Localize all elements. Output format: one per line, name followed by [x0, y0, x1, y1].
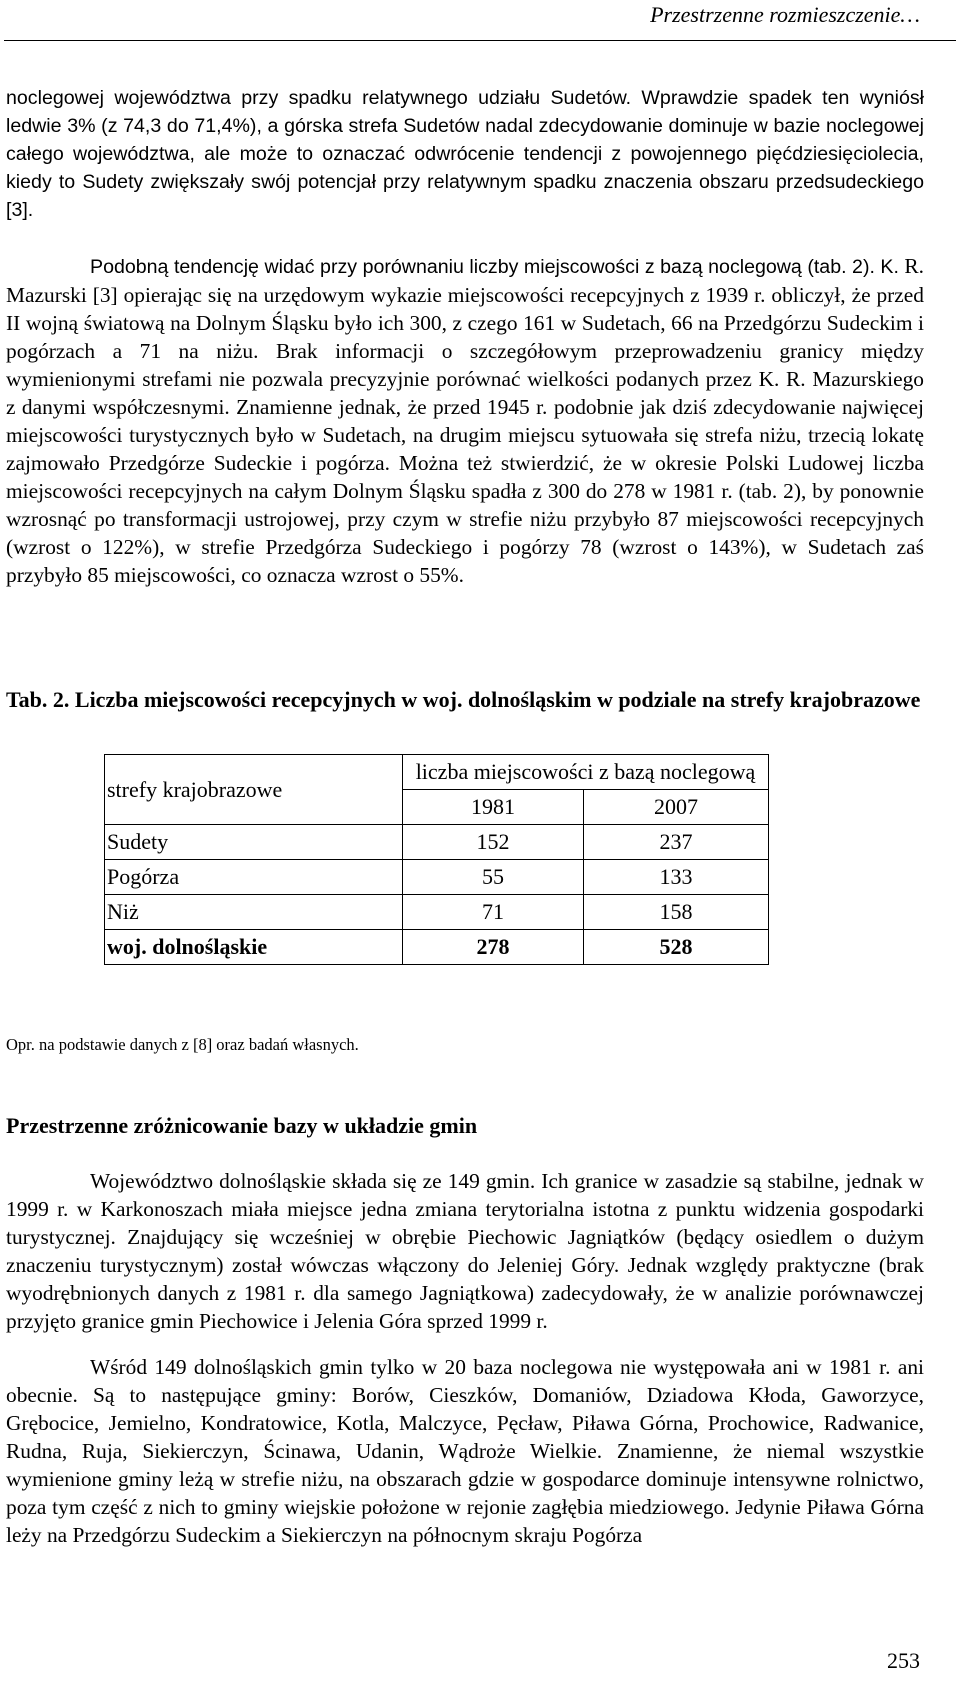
- paragraph-4-text: Wśród 149 dolnośląskich gmin tylko w 20 baza noclegowa nie występowała ani w 1981 r. ani obecnie. Są to następujące gminy: Borów, Cieszków, Domaniów, Dziadowa Kłoda, Gaworzyce, Grębocice, Jemielno, Kondratowice, Kotla, Malczyce, Pęcław, Piława Górna, Prochowice, Radwanice, Rudna, Ruja, Siekierczyn, Ścinawa, Udanin, Wądroże Wielkie. Znamienne, że niemal wszystkie wymienione gminy leżą w strefie niżu, na obszarach gdzie w gospodarce dominuje intensywne rolnictwo, poza tym część z nich to gminy wiejskie położone w rejonie zagłębia miedziowego. Jedynie Piława Górna leży na Przedgórzu Sudeckim a Siekierczyn na północnym skraju Pogórza: [6, 1355, 924, 1547]
- page-number: 253: [887, 1648, 920, 1673]
- row-2007: 237: [584, 825, 769, 860]
- paragraph-2-text: [6, 252, 924, 589]
- total-zone: woj. dolnośląskie: [105, 930, 403, 965]
- zones-table: [104, 754, 769, 965]
- section-heading: [6, 1112, 924, 1139]
- paragraph-3: [6, 1167, 924, 1335]
- header-group: liczba miejscowości z bazą noclegową: [403, 755, 769, 790]
- paragraph-3-text: Województwo dolnośląskie składa się ze 149 gmin. Ich granice w zasadzie są stabilne, jednak w 1999 r. w Karkonoszach miała miejsce jedna zmiana terytorialna istotna z punktu widzenia gospodarki turystycznej. Znajdujący się wcześniej w obrębie Piechowic Jagniątków (będący osiedlem o dużym znaczeniu turystycznym) został wówczas włączony do Jeleniej Góry. Jednak względy praktyczne (brak wyodrębnionych danych z 1981 r. dla samego Jagniątkowa) zadecydowały, że w analizie porównawczej przyjęto granice gmin Piechowice i Jelenia Góra sprzed 1999 r.: [6, 1169, 924, 1333]
- section-heading-text: Przestrzenne zróżnicowanie bazy w układzie gmin: [6, 1113, 478, 1138]
- row-zone: Pogórza: [105, 860, 403, 895]
- header-year-2007: 2007: [584, 790, 769, 825]
- table-source: Opr. na podstawie danych z [8] oraz badań własnych.: [6, 1035, 359, 1054]
- table-header-row: [105, 755, 769, 790]
- row-1981: 71: [403, 895, 584, 930]
- table-row: [105, 860, 769, 895]
- row-zone: Niż: [105, 895, 403, 930]
- row-2007: 133: [584, 860, 769, 895]
- header-rule: [4, 40, 956, 41]
- total-1981: 278: [403, 930, 584, 965]
- row-zone: Sudety: [105, 825, 403, 860]
- total-2007: 528: [584, 930, 769, 965]
- table-caption: [6, 686, 924, 713]
- paragraph-4: [6, 1353, 924, 1549]
- paragraph-2: [6, 252, 924, 589]
- running-head: Przestrzenne rozmieszczenie…: [650, 2, 920, 27]
- row-1981: 152: [403, 825, 584, 860]
- table-row: [105, 825, 769, 860]
- row-1981: 55: [403, 860, 584, 895]
- paragraph-1-text: noclegowej województwa przy spadku relatywnego udziału Sudetów. Wprawdzie spadek ten wyniósł ledwie 3% (z 74,3 do 71,4%), a górska strefa Sudetów nadal zdecydowanie dominuje w bazie noclegowej całego województwa, ale może to oznaczać odwrócenie tendencji z powojennego pięćdziesięciolecia, kiedy to Sudety zwiększały swój potencjał przy relatywnym spadku znaczenia obszaru przedsudeckiego [3].: [6, 87, 924, 221]
- table-row: [105, 895, 769, 930]
- paragraph-2-serif: R. Mazurski [3] opierając się na urzędowym wykazie miejscowości recepcyjnych z 1939 r. obliczył, że przed II wojną światową na Dolnym Śląsku było ich 300, z czego 161 w Sudetach, 66 na Przedgórzu Sudeckim i pogórzach a 71 na niżu. Brak informacji o szczegółowym przeprowadzeniu granicy między wymienionymi strefami nie pozwala precyzyjnie porównać wielkości podanych przez K. R. Mazurskiego z danymi współczesnymi. Znamienne jednak, że przed 1945 r. podobnie jak dziś zdecydowanie najwięcej miejscowości turystycznych było w Sudetach, na drugim miejscu sytuowała się strefa niżu, trzecią lokatę zajmowało Przedgórze Sudeckie i pogórza. Można też stwierdzić, że w okresie Polski Ludowej liczba miejscowości recepcyjnych na całym Dolnym Śląsku spadła z 300 do 278 w 1981 r. (tab. 2), by ponownie wzrosnąć po transformacji ustrojowej, przy czym w strefie niżu przybyło 87 miejscowości recepcyjnych (wzrost o 122%), w strefie Przedgórza Sudeckiego i pogórzy 78 (wzrost o 143%), w Sudetach zaś przybyło 85 miejscowości, co oznacza wzrost o 55%.: [6, 254, 924, 587]
- header-zone: strefy krajobrazowe: [105, 755, 403, 825]
- header-year-1981: 1981: [403, 790, 584, 825]
- table-caption-text: Tab. 2. Liczba miejscowości recepcyjnych w woj. dolnośląskim w podziale na strefy krajobrazowe: [6, 687, 921, 712]
- paragraph-1: [6, 84, 924, 224]
- paragraph-2-sans: Podobną tendencję widać przy porównaniu liczby miejscowości z bazą noclegową (tab. 2). K.: [90, 256, 899, 278]
- row-2007: 158: [584, 895, 769, 930]
- table-total-row: [105, 930, 769, 965]
